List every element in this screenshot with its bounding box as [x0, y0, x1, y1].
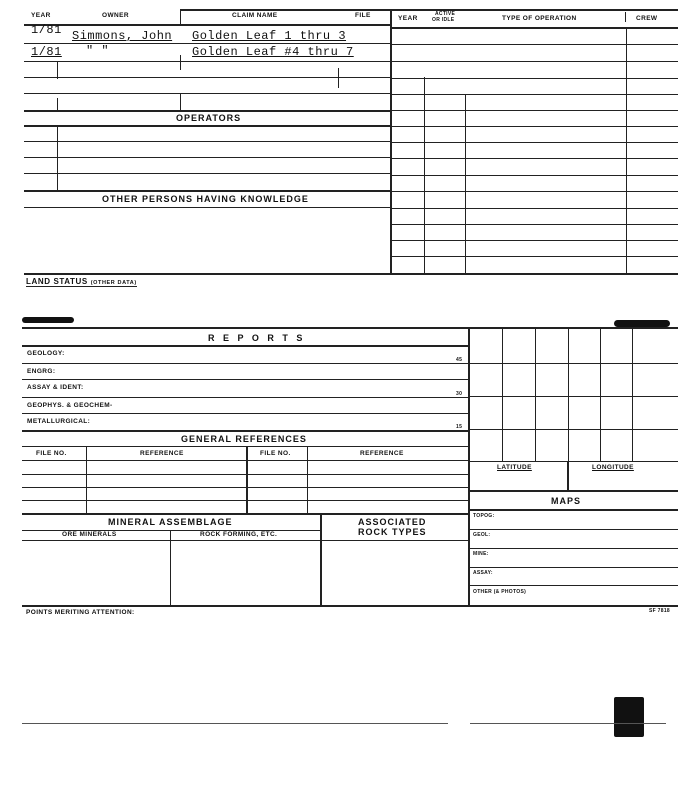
faint-rule — [22, 723, 448, 724]
report-geology: GEOLOGY: — [27, 350, 65, 357]
rule-line — [502, 328, 503, 461]
top-border — [390, 9, 678, 11]
rule-line — [392, 61, 678, 62]
rule-line — [22, 605, 468, 607]
rule-line — [392, 175, 678, 176]
gr-header-reference-1: REFERENCE — [140, 450, 184, 457]
associated-rock-line2: ROCK TYPES — [358, 527, 427, 537]
gr-header-reference-2: REFERENCE — [360, 450, 404, 457]
maps-geol: GEOL: — [473, 532, 491, 538]
row-rule — [24, 141, 390, 142]
section-rule — [22, 327, 678, 329]
rule-line — [392, 256, 678, 257]
maps-topog: TOPOG: — [473, 513, 495, 519]
rule-line — [470, 396, 678, 397]
header-year: YEAR — [31, 12, 51, 19]
rule-line — [392, 78, 678, 79]
other-persons-title: OTHER PERSONS HAVING KNOWLEDGE — [102, 194, 309, 204]
divider — [625, 12, 626, 22]
header-claim-name: CLAIM NAME — [232, 12, 278, 19]
section-rule — [24, 190, 390, 192]
report-engrg: ENGRG: — [27, 368, 56, 375]
rule-line — [170, 531, 171, 605]
row-rule — [24, 157, 390, 158]
section-rule — [24, 110, 390, 112]
rule-line — [470, 567, 678, 568]
header-year: YEAR — [398, 15, 418, 22]
header-bottom-rule — [392, 27, 678, 29]
rule-line — [470, 363, 678, 364]
rule-line — [22, 500, 468, 501]
row2-claim-name: Golden Leaf #4 thru 7 — [192, 45, 354, 59]
report-geophys: GEOPHYS. & GEOCHEM- — [27, 402, 113, 409]
divider — [57, 126, 58, 190]
report-geology-num: 45 — [456, 357, 463, 363]
section-rule — [22, 345, 468, 347]
rule-line — [470, 548, 678, 549]
rule-line — [470, 529, 678, 530]
header-type-of-operation: TYPE OF OPERATION — [502, 15, 577, 22]
rule-line — [392, 224, 678, 225]
land-status-sub: (OTHER DATA) — [90, 280, 137, 286]
header-owner: OWNER — [102, 12, 129, 19]
section-rule — [24, 273, 678, 275]
rule-line — [392, 191, 678, 192]
land-status-text: LAND STATUS — [26, 277, 88, 286]
rule-line — [392, 94, 678, 95]
rule-line — [392, 126, 678, 127]
general-references-title: GENERAL REFERENCES — [181, 434, 307, 444]
rule-line — [22, 460, 468, 461]
gr-header-file-no-2: FILE NO. — [260, 450, 291, 457]
latitude-label: LATITUDE — [497, 464, 532, 471]
points-meriting-attention: POINTS MERITING ATTENTION: — [26, 609, 135, 616]
rule-line — [470, 585, 678, 586]
longitude-label: LONGITUDE — [592, 464, 634, 471]
rule-line — [22, 487, 468, 488]
gr-header-file-no-1: FILE NO. — [36, 450, 67, 457]
form-number: SF 7818 — [649, 608, 671, 614]
faint-rule — [470, 723, 666, 724]
rule-line — [392, 240, 678, 241]
report-assay-ident: ASSAY & IDENT: — [27, 384, 84, 391]
rule-line — [468, 605, 678, 607]
row-rule — [24, 173, 390, 174]
rule-line — [307, 446, 308, 513]
rule-line — [568, 328, 569, 461]
land-status-label — [26, 277, 137, 287]
ore-minerals-label: ORE MINERALS — [62, 531, 117, 538]
rule-line — [246, 446, 248, 513]
header-file: FILE — [355, 12, 371, 19]
divider — [180, 55, 181, 70]
divider — [180, 93, 181, 110]
top-border — [180, 9, 390, 11]
divider — [424, 77, 425, 274]
rule-line — [392, 158, 678, 159]
rule-line — [470, 490, 678, 492]
row2-owner: " " — [86, 44, 110, 58]
rule-line — [22, 540, 468, 541]
section-divider — [468, 328, 470, 606]
report-metallurgical-num: 15 — [456, 424, 463, 430]
rule-line — [22, 446, 468, 447]
scan-mark — [614, 697, 644, 737]
rule-line — [22, 397, 468, 398]
row1-claim-name: Golden Leaf 1 thru 3 — [192, 29, 347, 43]
rule-line — [632, 328, 633, 461]
maps-other: OTHER (& PHOTOS) — [473, 589, 527, 595]
rule-line — [470, 509, 678, 511]
divider — [57, 98, 58, 110]
rule-line — [392, 110, 678, 111]
header-or-idle: OR IDLE — [432, 17, 455, 23]
row-rule — [24, 207, 390, 208]
header-active: ACTIVE — [435, 11, 456, 17]
rule-line — [470, 461, 678, 462]
rule-line — [22, 430, 468, 432]
rule-line — [470, 429, 678, 430]
scan-mark — [614, 320, 670, 327]
rule-line — [22, 474, 468, 475]
divider — [626, 28, 627, 274]
rule-line — [535, 328, 536, 461]
row-rule — [24, 43, 390, 44]
reports-title: R E P O R T S — [208, 333, 306, 343]
header-bottom-rule — [24, 24, 390, 26]
rule-line — [320, 514, 322, 606]
rule-line — [392, 142, 678, 143]
rule-line — [600, 328, 601, 461]
divider — [465, 95, 466, 274]
divider — [338, 68, 339, 88]
rule-line — [567, 461, 569, 490]
rule-line — [392, 44, 678, 45]
divider — [180, 9, 181, 24]
rule-line — [392, 208, 678, 209]
header-crew: CREW — [636, 15, 658, 22]
associated-rock-line1: ASSOCIATED — [358, 517, 427, 527]
maps-mine: MINE: — [473, 551, 489, 557]
row-rule — [24, 77, 390, 78]
rock-forming-label: ROCK FORMING, ETC. — [200, 531, 278, 538]
rule-line — [22, 513, 468, 515]
mineral-assemblage-title: MINERAL ASSEMBLAGE — [108, 517, 233, 527]
row-rule — [24, 61, 390, 62]
rule-line — [22, 363, 468, 364]
maps-title: MAPS — [551, 496, 582, 506]
scan-mark — [22, 317, 74, 323]
rule-line — [86, 446, 87, 513]
rule-line — [22, 379, 468, 380]
section-rule — [24, 125, 390, 127]
row1-owner: Simmons, John — [72, 29, 173, 43]
row1-year: 1/81 — [31, 23, 62, 37]
row2-year: 1/81 — [31, 45, 62, 59]
rule-line — [22, 413, 468, 414]
report-assay-num: 30 — [456, 391, 463, 397]
row-rule — [24, 93, 390, 94]
maps-assay: ASSAY: — [473, 570, 493, 576]
report-metallurgical: METALLURGICAL: — [27, 418, 91, 425]
operators-title: OPERATORS — [176, 113, 242, 123]
